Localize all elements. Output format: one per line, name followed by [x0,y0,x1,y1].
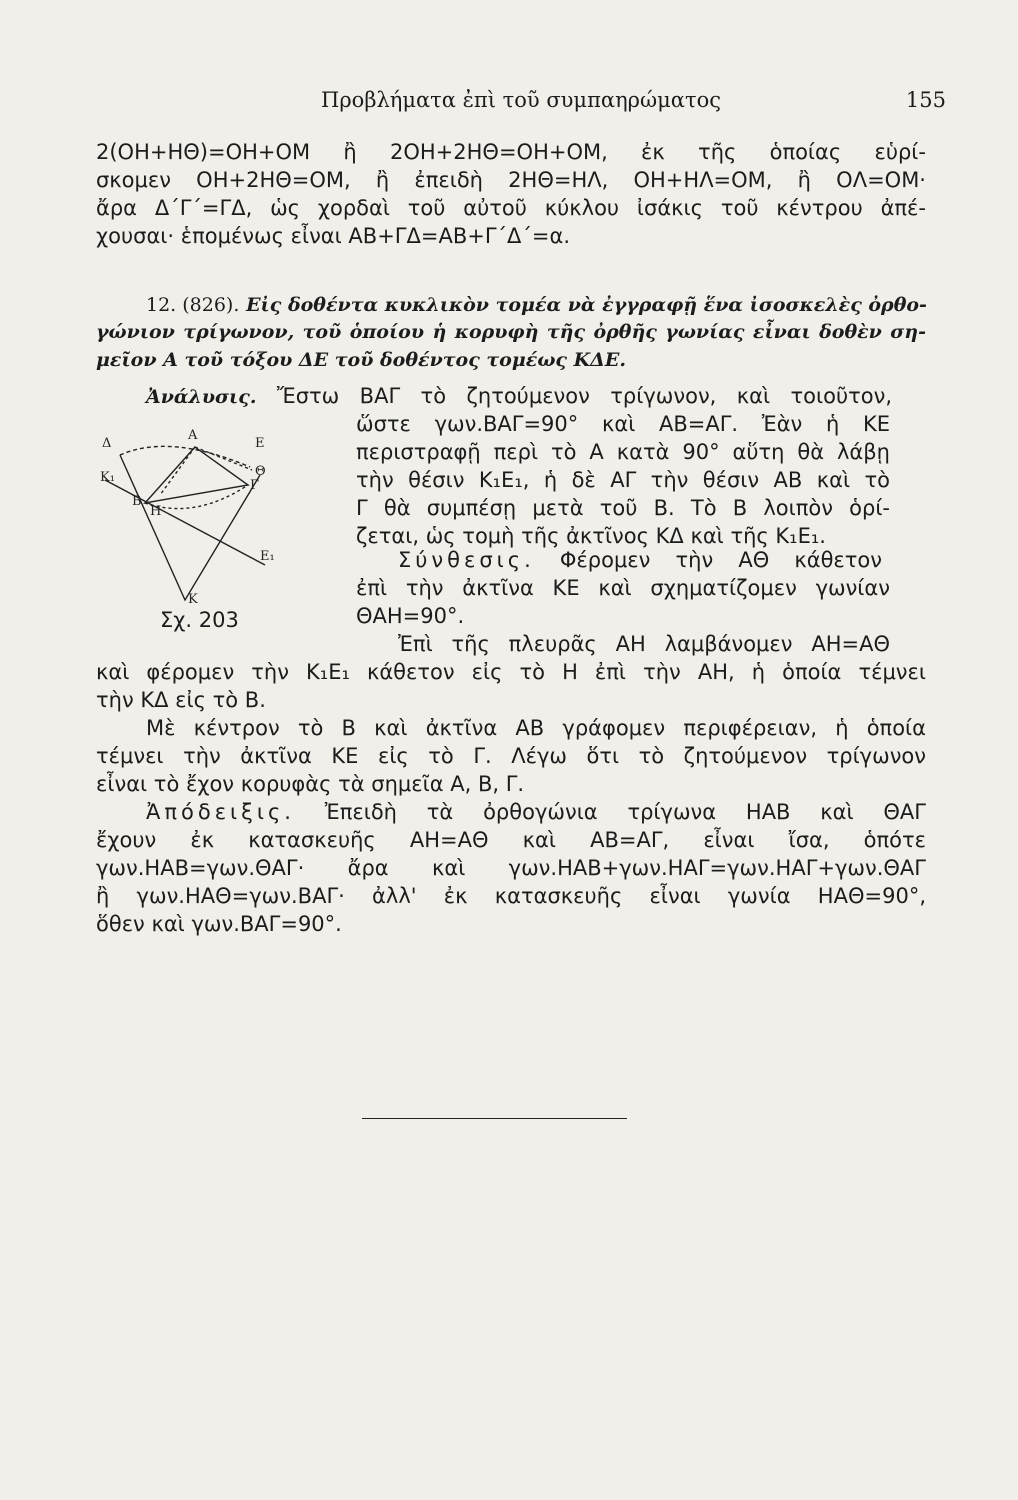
proof-line: ἢ γων.ΗΑΘ=γων.ΒΑΓ· ἀλλ' ἐκ κατασκευῆς εἶναι γωνία ΗΑΘ=90°, [96,884,926,908]
problem-line: γώνιον τρίγωνον, τοῦ ὁποίου ἡ κορυφὴ τῆς ὀρθῆς γωνίας εἶναι δοθὲν ση- [96,321,926,343]
label-theta: Θ [255,464,266,479]
synthesis-text: Φέρομεν τὴν ΑΘ κάθετον [559,548,882,572]
page-number: 155 [905,88,946,112]
text-line: ἄρα Δ΄Γ΄=ΓΔ, ὡς χορδαὶ τοῦ αὐτοῦ κύκλου ἰσάκις τοῦ κέντρου ἀπέ- [96,196,926,220]
synthesis-line: καὶ φέρομεν τὴν Κ₁Ε₁ κάθετον εἰς τὸ Η ἐπὶ τὴν ΑΗ, ἡ ὁποία τέμνει [96,660,926,684]
synthesis-line: ἐπὶ τὴν ἀκτῖνα ΚΕ καὶ σχηματίζομεν γωνίαν [356,576,890,600]
synthesis-heading: Σύνθεσις. [398,548,535,572]
proof-heading: Ἀπόδειξις. [146,800,295,824]
label-delta: Δ [102,436,112,451]
geometry-figure [100,425,290,605]
proof-text: Ἐπειδὴ τὰ ὀρθογώνια τρίγωνα ΗΑΒ καὶ ΘΑΓ [324,800,926,824]
running-header [96,86,946,120]
synthesis-line: Ἐπὶ τῆς πλευρᾶς ΑΗ λαμβάνομεν ΑΗ=ΑΘ [398,632,890,656]
label-e1: Ε₁ [260,549,275,564]
analysis-text: Ἔστω ΒΑΓ τὸ ζητούμενον τρίγωνον, καὶ τοιοῦτον, [276,384,892,408]
analysis-heading: Ἀνάλυσις. [146,386,257,408]
text-line: 2(ΟΗ+ΗΘ)=ΟΗ+ΟΜ ἢ 2ΟΗ+2ΗΘ=ΟΗ+ΟΜ, ἐκ τῆς ὁποίας εὑρί- [96,140,926,164]
proof-line: ἔχουν ἐκ κατασκευῆς ΑΗ=ΑΘ καὶ ΑΒ=ΑΓ, εἶναι ἴσα, ὁπότε [96,828,926,852]
text-line: χουσαι· ἑπομένως εἶναι ΑΒ+ΓΔ=ΑΒ+Γ΄Δ΄=α. [96,224,570,248]
label-kappa: Κ [188,592,198,605]
synthesis-line: ΘΑΗ=90°. [356,604,465,628]
text-line: σκομεν ΟΗ+2ΗΘ=ΟΜ, ἢ ἐπειδὴ 2ΗΘ=ΗΛ, ΟΗ+ΗΛ=ΟΜ, ἢ ΟΛ=ΟΜ· [96,168,926,192]
problem-text: Εἰς δοθέντα κυκλικὸν τομέα νὰ ἐγγραφῇ ἕνα ἰσοσκελὲς ὀρθο- [246,294,927,316]
sector-radii [120,455,260,600]
synthesis-line: εἶναι τὸ ἔχον κορυφὰς τὰ σημεῖα Α, Β, Γ. [96,772,525,796]
label-beta: Β [132,494,142,509]
label-epsilon: Ε [255,436,265,451]
proof-line: ὅθεν καὶ γων.ΒΑΓ=90°. [96,912,342,936]
label-eta: Η [150,504,162,519]
analysis-line: ὥστε γων.ΒΑΓ=90° καὶ ΑΒ=ΑΓ. Ἐὰν ἡ ΚΕ [356,412,890,436]
problem-line [146,290,926,319]
sector-arc [120,446,250,467]
analysis-line: ζεται, ὡς τομὴ τῆς ἀκτῖνος ΚΔ καὶ τῆς Κ₁Ε₁. [356,524,826,548]
segment-ah [160,447,195,495]
label-gamma: Γ [250,478,260,493]
synthesis-line: Μὲ κέντρον τὸ Β καὶ ἀκτῖνα ΑΒ γράφομεν περιφέρειαν, ἡ ὁποία [146,716,926,740]
label-k1: Κ₁ [100,470,115,485]
end-rule [362,1118,627,1119]
segment-atheta [195,447,252,470]
figure-caption: Σχ. 203 [160,608,239,632]
proof-line: γων.ΗΑΒ=γων.ΘΑΓ· ἄρα καὶ γων.ΗΑΒ+γων.ΗΑΓ=γων.ΗΑΓ+γων.ΘΑΓ [96,856,926,880]
analysis-line: τὴν θέσιν Κ₁Ε₁, ἡ δὲ ΑΓ τὴν θέσιν ΑΒ καὶ τὸ [356,468,890,492]
analysis-line: περιστραφῇ περὶ τὸ Α κατὰ 90° αὕτη θὰ λάβῃ [356,440,890,464]
proof-first-line [146,798,926,826]
problem-number: 12. (826). [146,294,240,316]
synthesis-first-line [398,546,882,574]
header-title: Προβλήματα ἐπὶ τοῦ συμπαηρώματος [321,88,721,112]
synthesis-line: τέμνει τὴν ἀκτῖνα ΚΕ εἰς τὸ Γ. Λέγω ὅτι τὸ ζητούμενον τρίγωνον [96,744,926,768]
line-k1e1 [105,480,265,565]
synthesis-line: τὴν ΚΔ εἰς τὸ Β. [96,688,266,712]
analysis-line: Γ θὰ συμπέσῃ μετὰ τοῦ Β. Τὸ Β λοιπὸν ὁρί- [356,496,890,520]
label-alpha: Α [188,428,198,443]
problem-line: μεῖον Α τοῦ τόξου ΔΕ τοῦ δοθέντος τομέως ΚΔΕ. [96,349,626,371]
analysis-first-line [146,382,892,411]
